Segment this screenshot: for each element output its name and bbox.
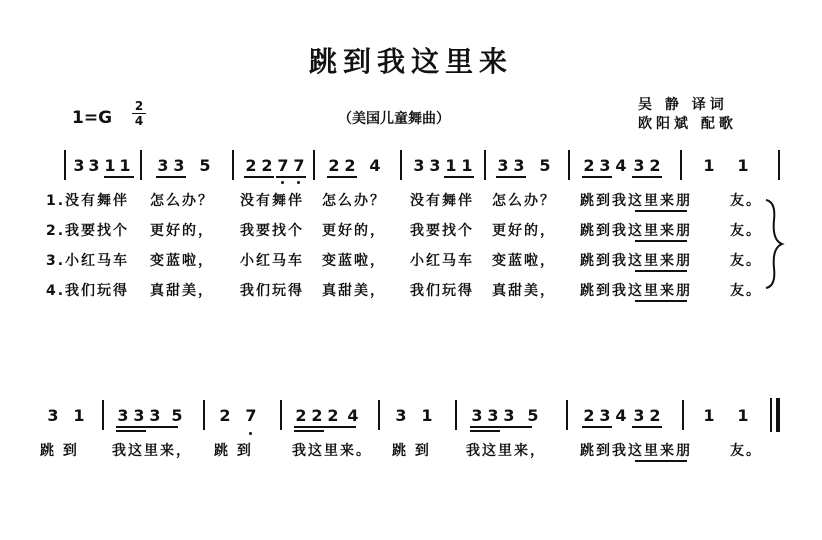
lyricist-credit: 吴 静 译词 [638,97,728,113]
lyric: 4.我们玩得 [46,283,130,299]
note: 7 [277,156,289,175]
lyric: 3.小红马车 [46,253,130,269]
slur-underline [635,240,687,242]
lyric: 友。 [730,193,762,209]
beam [104,176,134,178]
beam [470,426,532,428]
note: 2 [344,156,356,175]
barline [455,400,457,430]
note: 3 [599,156,611,175]
barline [64,150,66,180]
beam [156,176,186,178]
lyric: 怎么办？ [322,193,386,209]
lyric: 跳到我这里来朋 [580,223,692,239]
note: 4 [369,156,381,175]
lyric: 我们玩得 [240,283,304,299]
note: 5 [199,156,211,175]
note: 1 [737,406,749,425]
lyric: 小红马车 [410,253,474,269]
beam [632,426,662,428]
beam [632,176,662,178]
credits [638,96,737,134]
lyric: 没有舞伴 [240,193,304,209]
lyric: 1.没有舞伴 [46,193,130,209]
lyric: 友。 [730,443,762,459]
barline [568,150,570,180]
note: 7 [293,156,305,175]
barline [378,400,380,430]
note: 3 [513,156,525,175]
lyric: 跳 到 [214,443,253,459]
note: 3 [47,406,59,425]
final-barline-thick [776,398,780,432]
note: 2 [261,156,273,175]
repeat-brace [762,196,786,292]
note: 1 [421,406,433,425]
barline [680,150,682,180]
note: 3 [149,406,161,425]
barline [400,150,402,180]
lyric: 我这里来。 [292,443,372,459]
lyric: 真甜美， [322,283,386,299]
beam [244,176,274,178]
slur-underline [635,300,687,302]
barline [484,150,486,180]
note: 3 [497,156,509,175]
slur-underline [635,210,687,212]
note: 3 [157,156,169,175]
note: 1 [104,156,116,175]
note: 1 [119,156,131,175]
note: 1 [73,406,85,425]
note: 2 [327,406,339,425]
note: 3 [503,406,515,425]
lyric: 跳 到 [392,443,431,459]
beam [470,430,500,432]
arranger-credit: 欧阳斌 配歌 [638,116,737,132]
lyric: 变蓝啦， [150,253,214,269]
lower-octave-dot [249,432,252,435]
lyric: 2.我要找个 [46,223,130,239]
barline [778,150,780,180]
beam [116,430,146,432]
note: 3 [173,156,185,175]
note: 5 [527,406,539,425]
lyric: 我们玩得 [410,283,474,299]
lyric: 友。 [730,283,762,299]
beam [327,176,357,178]
beam [496,176,526,178]
note: 2 [245,156,257,175]
note: 1 [703,156,715,175]
lyric: 我这里来， [112,443,192,459]
note: 1 [461,156,473,175]
song-title: 跳到我这里来 [308,45,513,78]
note: 1 [703,406,715,425]
note: 1 [445,156,457,175]
note: 4 [615,406,627,425]
beam [116,426,178,428]
lower-octave-dot [281,181,284,184]
lyric: 我要找个 [240,223,304,239]
note: 3 [73,156,85,175]
barline [682,400,684,430]
note: 1 [737,156,749,175]
note: 3 [471,406,483,425]
song-subtitle: （美国儿童舞曲） [338,111,450,127]
slur-underline [635,270,687,272]
note: 3 [413,156,425,175]
lyric: 怎么办？ [150,193,214,209]
beam [582,426,612,428]
note: 3 [133,406,145,425]
lyric: 没有舞伴 [410,193,474,209]
barline [313,150,315,180]
note: 3 [633,156,645,175]
lyric: 更好的， [492,223,556,239]
barline [232,150,234,180]
note: 3 [487,406,499,425]
time-signature: 2 4 [132,100,146,127]
note: 4 [615,156,627,175]
note: 3 [395,406,407,425]
lyric: 更好的， [322,223,386,239]
beam [276,176,306,178]
note: 7 [245,406,257,425]
note: 4 [347,406,359,425]
note: 2 [219,406,231,425]
lyric: 真甜美， [492,283,556,299]
lyric: 小红马车 [240,253,304,269]
slur-underline [635,460,687,462]
final-barline-thin [770,398,772,432]
lyric: 跳到我这里来朋 [580,193,692,209]
note: 5 [539,156,551,175]
lyric: 跳到我这里来朋 [580,283,692,299]
lyric: 我这里来， [466,443,546,459]
lower-octave-dot [297,181,300,184]
barline [203,400,205,430]
note: 2 [649,156,661,175]
key-signature: 1=G [72,108,113,128]
lyric: 更好的， [150,223,214,239]
lyric: 友。 [730,253,762,269]
note: 2 [295,406,307,425]
note: 3 [429,156,441,175]
barline [280,400,282,430]
note: 2 [583,406,595,425]
lyric: 我要找个 [410,223,474,239]
note: 3 [599,406,611,425]
beam [294,426,356,428]
note: 3 [633,406,645,425]
note: 2 [583,156,595,175]
note: 5 [171,406,183,425]
lyric: 友。 [730,223,762,239]
lyric: 跳 到 [40,443,79,459]
note: 2 [311,406,323,425]
beam [294,430,324,432]
lyric: 变蓝啦， [322,253,386,269]
lyric: 跳到我这里来朋 [580,253,692,269]
lyric: 跳到我这里来朋 [580,443,692,459]
beam [444,176,474,178]
lyric: 真甜美， [150,283,214,299]
lyric: 怎么办？ [492,193,556,209]
barline [566,400,568,430]
note: 3 [88,156,100,175]
barline [102,400,104,430]
beam [582,176,612,178]
note: 2 [328,156,340,175]
note: 3 [117,406,129,425]
barline [140,150,142,180]
lyric: 变蓝啦， [492,253,556,269]
note: 2 [649,406,661,425]
